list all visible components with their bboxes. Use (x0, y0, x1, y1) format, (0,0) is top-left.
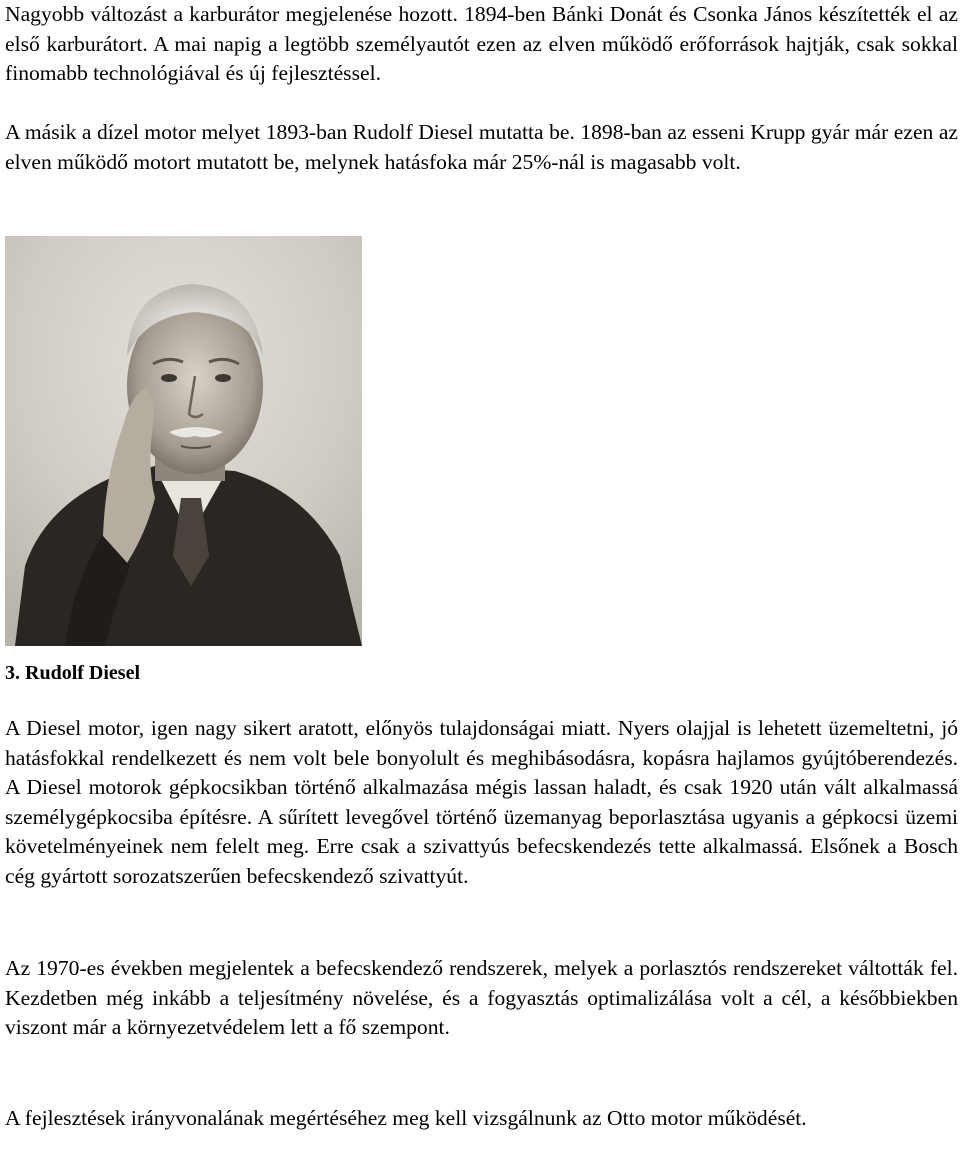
paragraph-carburetor: Nagyobb változást a karburátor megjelenése hozott. 1894-ben Bánki Donát és Csonka János készítették el az első karburátort. A mai napig a legtöbb személyautót ezen az elven működő erőforrások hajtják, csak sokkal finomabb technológiával és új fejlesztéssel. (5, 2, 958, 86)
rudolf-diesel-portrait-photo (5, 236, 362, 646)
paragraph-diesel-engine: A másik a dízel motor melyet 1893-ban Rudolf Diesel mutatta be. 1898-ban az esseni Krupp gyár már ezen az elven működő motort mutatott be, melynek hatásfoka már 25%-nál is magasabb volt. (5, 120, 958, 174)
paragraph-diesel-success: A Diesel motor, igen nagy sikert aratott, előnyös tulajdonságai miatt. Nyers olajjal is lehetett üzemeltetni, jó hatásfokkal rendelkezett és nem volt bele bonyolult és meghibásodásra, kopásra hajlamos gyújtóberendezés. A Diesel motorok gépkocsikban történő alkalmazása mégis lassan haladt, és csak 1920 után vált alkalmassá személygépkocsiba építésre. A sűrített levegővel történő üzemanyag beporlasztása ugyanis a gépkocsi üzemi követelményeinek nem felelt meg. Erre csak a szivattyús befecskendezés tette alkalmassá. Elsőnek a Bosch cég gyártott sorozatszerűen befecskendező szivattyút. (5, 716, 958, 888)
figure-caption: 3. Rudolf Diesel (5, 662, 140, 684)
paragraph-injection-systems: Az 1970-es években megjelentek a befecskendező rendszerek, melyek a porlasztós rendszereket váltották fel. Kezdetben még inkább a teljesítmény növelése, és a fogyasztás optimalizálása volt a cél, a későbbiekben viszont már a környezetvédelem lett a fő szempont. (5, 956, 958, 1040)
paragraph-otto-engine: A fejlesztések irányvonalának megértéséhez meg kell vizsgálnunk az Otto motor működését. (5, 1106, 807, 1130)
